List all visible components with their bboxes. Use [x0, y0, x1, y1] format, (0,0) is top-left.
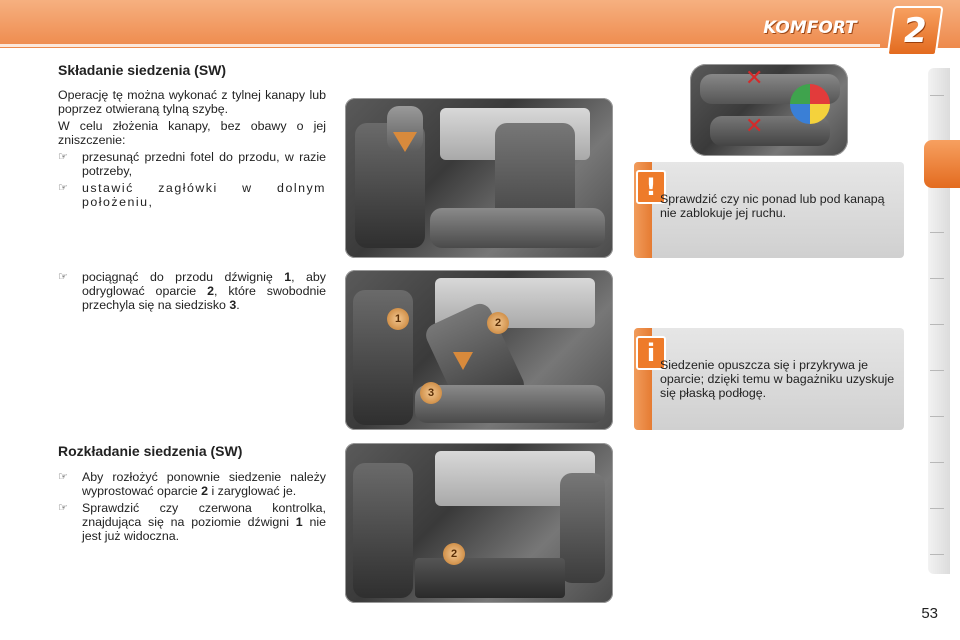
chapter-tab[interactable] — [930, 508, 944, 509]
chapter-tab[interactable] — [930, 278, 944, 279]
folding-intro — [58, 88, 326, 212]
info-icon: i — [636, 336, 666, 370]
list-item-text: przesunąć przedni fotel do przodu, w razie potrzeby, — [82, 150, 326, 178]
cross-mark-icon: ✕ — [745, 114, 764, 139]
callout-lever: 1 — [387, 308, 409, 330]
seat-obstruction-photo — [690, 64, 848, 156]
chapter-tab[interactable] — [930, 370, 944, 371]
chapter-badge: 2 — [886, 6, 943, 56]
info-notice — [634, 328, 904, 430]
list-item — [58, 270, 326, 312]
rear-seat-upright-photo — [345, 443, 613, 603]
list-item-text: pociągnąć do przodu dźwignię 1, aby odryglować oparcie 2, które swobodnie przechyla się na siedzisko 3. — [82, 270, 326, 312]
list-item — [58, 501, 326, 543]
chapter-tab[interactable] — [930, 416, 944, 417]
callout-cushion: 3 — [420, 382, 442, 404]
hand-pointer-icon: ☞ — [58, 151, 68, 163]
list-item-text: ustawić zagłówki w dolnym położeniu, — [82, 181, 326, 209]
hand-pointer-icon: ☞ — [58, 182, 68, 194]
chapter-tab-active[interactable] — [924, 140, 960, 188]
intro-paragraph: Operację tę można wykonać z tylnej kanapy lub poprzez otwieraną tylną szybę. — [58, 88, 326, 116]
list-item — [58, 150, 326, 178]
seat-cushion — [415, 385, 605, 423]
chapter-tab[interactable] — [930, 462, 944, 463]
unfolding-steps — [58, 470, 326, 546]
rear-seat-folding-photo — [345, 270, 613, 430]
cross-mark-icon: ✕ — [745, 66, 764, 91]
front-seat — [353, 463, 413, 598]
seat-backrest — [560, 473, 605, 583]
hand-pointer-icon: ☞ — [58, 271, 68, 283]
info-text: Siedzenie opuszcza się i przykrywa je oparcie; dzięki temu w bagażniku uzyskuje się płaską podłogę. — [660, 358, 895, 400]
header-divider — [0, 44, 880, 47]
warning-icon: ! — [636, 170, 666, 204]
down-arrow-icon — [393, 132, 417, 152]
chapter-tab[interactable] — [930, 554, 944, 555]
folded-seat-cushion — [415, 558, 565, 598]
chapter-tab[interactable] — [930, 95, 944, 96]
chapter-tab[interactable] — [930, 232, 944, 233]
list-item-text: Aby rozłożyć ponownie siedzenie należy wyprostować oparcie 2 i zaryglować je. — [82, 470, 326, 498]
ball-icon — [790, 84, 830, 124]
hand-pointer-icon: ☞ — [58, 471, 68, 483]
list-item — [58, 470, 326, 498]
intro-paragraph: W celu złożenia kanapy, bez obawy o jej zniszczenie: — [58, 119, 326, 147]
list-item — [58, 181, 326, 209]
warning-notice — [634, 162, 904, 258]
folding-step — [58, 270, 326, 315]
seat-cushion — [430, 208, 605, 248]
list-item-text: Sprawdzić czy czerwona kontrolka, znajdująca się na poziomie dźwigni 1 nie jest już widoczna. — [82, 501, 326, 543]
warning-text: Sprawdzić czy nic ponad lub pod kanapą nie zablokuje jej ruchu. — [660, 192, 885, 220]
chapter-tab[interactable] — [930, 324, 944, 325]
rear-seat-headrest-photo — [345, 98, 613, 258]
down-arrow-icon — [453, 352, 473, 370]
section-title: KOMFORT — [763, 18, 857, 38]
hand-pointer-icon: ☞ — [58, 502, 68, 514]
callout-backrest: 2 — [443, 543, 465, 565]
callout-backrest: 2 — [487, 312, 509, 334]
page-number: 53 — [921, 605, 938, 622]
unfolding-title: Rozkładanie siedzenia (SW) — [58, 443, 243, 459]
folding-title: Składanie siedzenia (SW) — [58, 62, 227, 78]
